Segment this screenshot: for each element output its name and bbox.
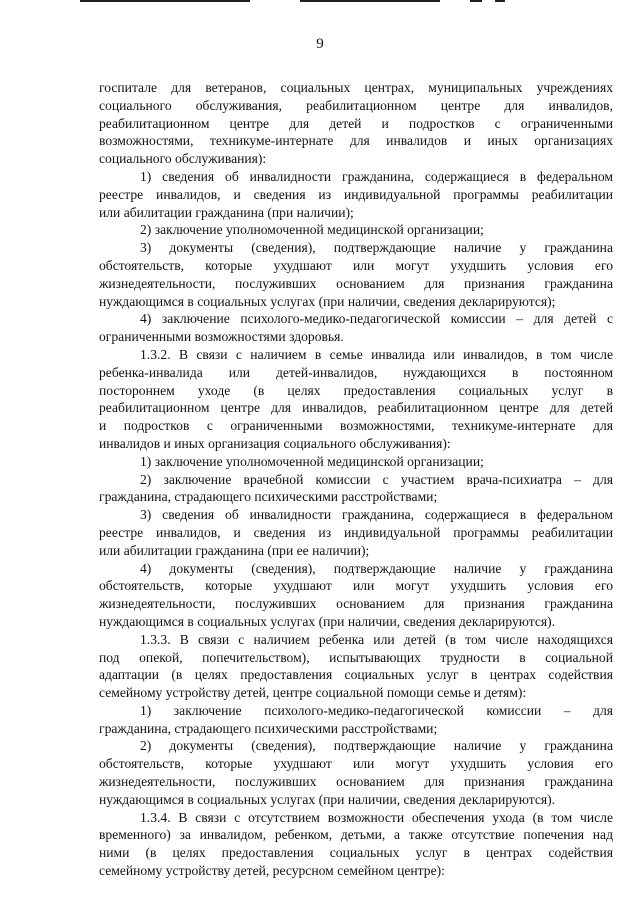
text-line: или абилитации гражданина (при наличии);	[99, 204, 354, 220]
scan-edge-mark	[300, 0, 440, 2]
text-line: нуждающимся в социальных услугах (при наличии, сведения декларируются);	[99, 293, 556, 309]
text-line: 1) заключение уполномоченной медицинской организации;	[140, 453, 484, 469]
text-line: госпитале для ветеранов, социальных центрах, муниципальных учреждениях	[99, 80, 613, 95]
text-line: 1.3.2. В связи с наличием в семье инвалида или инвалидов, в том числе	[140, 346, 613, 362]
text-line: социального обслуживания, реабилитационном центре для инвалидов,	[99, 97, 613, 113]
paragraph	[99, 471, 613, 507]
text-line: и подростков с ограниченными возможностями, техникуме-интернате для	[99, 418, 613, 434]
text-line: постороннем уходе (в целях предоставления социальных услуг в	[99, 382, 613, 398]
text-line: 2) заключение врачебной комиссии с участием врача-психиатра – для	[140, 471, 613, 487]
text-line: обстоятельств, которые ухудшают или могут ухудшить условия его	[99, 257, 613, 273]
scan-edge-mark	[80, 0, 250, 2]
text-line: 3) документы (сведения), подтверждающие наличие у гражданина	[140, 240, 613, 256]
text-line: 2) документы (сведения), подтверждающие наличие у гражданина	[140, 738, 613, 754]
text-line: гражданина, страдающего психическими расстройствами;	[99, 720, 438, 736]
text-line: ребенка-инвалида или детей-инвалидов, нуждающихся в постоянном	[99, 364, 613, 380]
text-line: социального обслуживания):	[99, 151, 267, 167]
text-line: адаптации (в целях предоставления социальных услуг в центрах содействия	[99, 667, 613, 683]
text-line: под опекой, попечительством), испытывающих трудности в социальной	[99, 649, 613, 665]
text-line: гражданина, страдающего психическими расстройствами;	[99, 489, 438, 505]
text-line: 1.3.4. В связи с отсутствием возможности обеспечения ухода (в том числе	[140, 809, 613, 825]
text-line: семейному устройству детей, центре социальной помощи семье и детям):	[99, 685, 527, 701]
scan-edge-mark	[495, 0, 505, 2]
paragraph	[99, 346, 613, 453]
text-line: обстоятельств, которые ухудшают или могут ухудшить условия его	[99, 756, 613, 772]
text-line: реабилитационном центре для инвалидов, реабилитационном центре для детей	[99, 400, 613, 416]
text-line: 3) сведения об инвалидности гражданина, содержащиеся в федеральном	[140, 507, 613, 523]
text-line: 4) документы (сведения), подтверждающие наличие у гражданина	[140, 560, 613, 576]
text-line: ними (в целях предоставления социальных услуг в центрах содействия	[99, 845, 613, 861]
text-line: или абилитации гражданина (при ее наличии);	[99, 542, 370, 558]
text-line: инвалидов и иных организация социального обслуживания):	[99, 435, 451, 451]
paragraph	[99, 168, 613, 221]
page-number: 9	[316, 36, 324, 52]
text-line: 1) заключение психолого-медико-педагогической комиссии – для	[140, 702, 613, 718]
text-line: 1.3.3. В связи с наличием ребенка или детей (в том числе находящихся	[140, 631, 613, 647]
text-line: нуждающимся в социальных услугах (при наличии, сведения декларируются).	[99, 791, 556, 807]
text-line: нуждающимся в социальных услугах (при наличии, сведения декларируются).	[99, 613, 556, 629]
text-line: реабилитационном центре для детей и подростков с ограниченными	[99, 115, 613, 131]
text-line: временного) за инвалидом, ребенком, детьми, а также отсутствие попечения над	[99, 827, 613, 843]
paragraph	[99, 453, 613, 471]
paragraph	[99, 809, 613, 880]
paragraph	[99, 506, 613, 559]
text-line: жизнедеятельности, послуживших основанием для признания гражданина	[99, 774, 613, 790]
text-line: ограниченными возможностями здоровья.	[99, 329, 344, 345]
text-line: реестре инвалидов, и сведения из индивидуальной программы реабилитации	[99, 186, 613, 202]
text-line: реестре инвалидов, и сведения из индивидуальной программы реабилитации	[99, 524, 613, 540]
text-line: обстоятельств, которые ухудшают или могут ухудшить условия его	[99, 578, 613, 594]
text-line: жизнедеятельности, послуживших основанием для признания гражданина	[99, 596, 613, 612]
paragraph	[99, 239, 613, 310]
scan-edge-mark	[470, 0, 482, 2]
text-line: 4) заключение психолого-медико-педагогической комиссии – для детей с	[140, 311, 613, 327]
text-line: возможностями, техникуме-интернате для инвалидов и иных организациях	[99, 133, 613, 149]
paragraph	[99, 631, 613, 702]
paragraph	[99, 560, 613, 631]
paragraph	[99, 702, 613, 738]
paragraph	[99, 737, 613, 808]
paragraph	[99, 221, 613, 239]
paragraph	[99, 310, 613, 346]
document-body	[99, 79, 613, 880]
text-line: 1) сведения об инвалидности гражданина, содержащиеся в федеральном	[140, 168, 613, 184]
text-line: семейному устройству детей, ресурсном семейном центре):	[99, 863, 445, 879]
paragraph	[99, 79, 613, 168]
text-line: 2) заключение уполномоченной медицинской организации;	[140, 222, 484, 238]
text-line: жизнедеятельности, послуживших основанием для признания гражданина	[99, 275, 613, 291]
